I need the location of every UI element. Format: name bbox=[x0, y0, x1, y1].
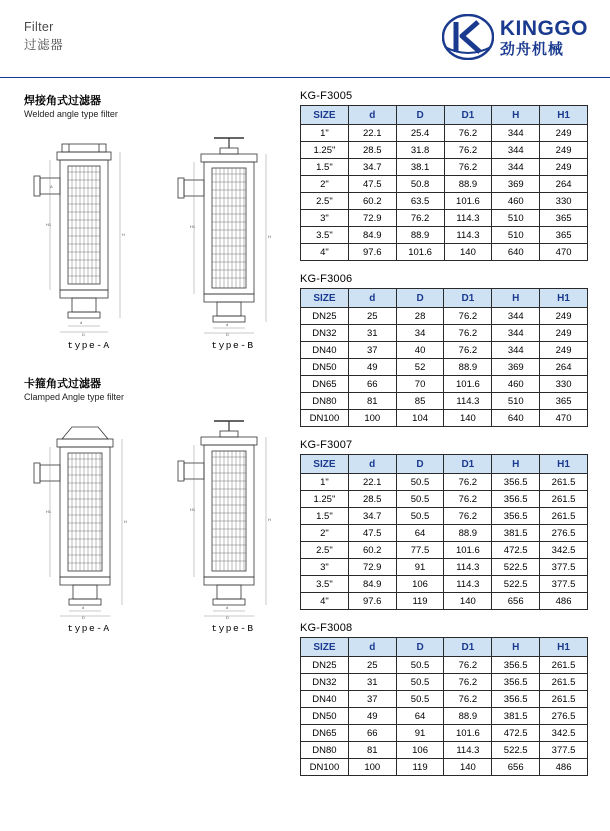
spec-table-kg-f3005 bbox=[300, 105, 588, 261]
column-header-size: SIZE bbox=[301, 289, 349, 308]
table-row bbox=[301, 708, 588, 725]
cell-D1: 76.2 bbox=[444, 691, 492, 708]
cell-size: DN32 bbox=[301, 325, 349, 342]
cell-d: 28.5 bbox=[348, 491, 396, 508]
welded-angle-filter-type-a-drawing bbox=[24, 126, 154, 351]
column-header-D: D bbox=[396, 455, 444, 474]
cell-D: 31.8 bbox=[396, 142, 444, 159]
cell-D: 50.5 bbox=[396, 691, 444, 708]
svg-text:H1: H1 bbox=[190, 507, 196, 512]
table-row bbox=[301, 410, 588, 427]
cell-H1: 261.5 bbox=[540, 491, 588, 508]
cell-d: 25 bbox=[348, 308, 396, 325]
table-row bbox=[301, 542, 588, 559]
cell-d: 97.6 bbox=[348, 593, 396, 610]
cell-H1: 249 bbox=[540, 125, 588, 142]
cell-H1: 365 bbox=[540, 227, 588, 244]
table-row bbox=[301, 376, 588, 393]
cell-D1: 88.9 bbox=[444, 708, 492, 725]
clamped-angle-filter-type-a-drawing bbox=[24, 409, 154, 634]
cell-H: 344 bbox=[492, 142, 540, 159]
cell-size: DN65 bbox=[301, 376, 349, 393]
table-row bbox=[301, 593, 588, 610]
cell-D: 40 bbox=[396, 342, 444, 359]
welded-angle-filter-type-b-drawing bbox=[168, 126, 298, 351]
cell-D1: 114.3 bbox=[444, 227, 492, 244]
cell-H: 369 bbox=[492, 359, 540, 376]
cell-d: 81 bbox=[348, 742, 396, 759]
table-header-row bbox=[301, 106, 588, 125]
table-row bbox=[301, 759, 588, 776]
cell-size: DN100 bbox=[301, 759, 349, 776]
cell-D1: 114.3 bbox=[444, 210, 492, 227]
cell-H: 344 bbox=[492, 125, 540, 142]
cell-D: 76.2 bbox=[396, 210, 444, 227]
cell-H1: 261.5 bbox=[540, 474, 588, 491]
cell-size: DN40 bbox=[301, 342, 349, 359]
cell-D1: 76.2 bbox=[444, 325, 492, 342]
cell-size: 3" bbox=[301, 559, 349, 576]
cell-D: 38.1 bbox=[396, 159, 444, 176]
table-row bbox=[301, 176, 588, 193]
svg-text:H: H bbox=[124, 519, 127, 524]
column-header-H1: H1 bbox=[540, 455, 588, 474]
cell-H1: 330 bbox=[540, 193, 588, 210]
cell-D1: 101.6 bbox=[444, 725, 492, 742]
cell-d: 22.1 bbox=[348, 474, 396, 491]
cell-H1: 342.5 bbox=[540, 542, 588, 559]
cell-H: 522.5 bbox=[492, 559, 540, 576]
spec-table-kg-f3007 bbox=[300, 454, 588, 610]
svg-text:D: D bbox=[226, 615, 229, 619]
table-label: KG-F3005 bbox=[300, 90, 353, 102]
column-header-H1: H1 bbox=[540, 289, 588, 308]
table-row bbox=[301, 159, 588, 176]
cell-size: 1.25" bbox=[301, 491, 349, 508]
table-label: KG-F3006 bbox=[300, 273, 353, 285]
cell-D: 85 bbox=[396, 393, 444, 410]
logo-text-en: KINGGO bbox=[499, 16, 588, 40]
table-block-kg-f3007 bbox=[300, 439, 598, 610]
cell-D1: 88.9 bbox=[444, 359, 492, 376]
clamped-angle-filter-type-b-drawing bbox=[168, 409, 298, 634]
cell-size: 1.25" bbox=[301, 142, 349, 159]
cell-D: 34 bbox=[396, 325, 444, 342]
cell-H1: 276.5 bbox=[540, 525, 588, 542]
cell-size: DN80 bbox=[301, 393, 349, 410]
section-title-clamped-cn: 卡箍角式过滤器 bbox=[24, 378, 101, 390]
cell-d: 60.2 bbox=[348, 193, 396, 210]
cell-H: 369 bbox=[492, 176, 540, 193]
cell-H1: 365 bbox=[540, 210, 588, 227]
clamped-drawings bbox=[24, 409, 300, 634]
cell-D: 77.5 bbox=[396, 542, 444, 559]
cell-H: 356.5 bbox=[492, 474, 540, 491]
cell-H1: 365 bbox=[540, 393, 588, 410]
svg-text:H: H bbox=[122, 232, 125, 237]
cell-H: 356.5 bbox=[492, 508, 540, 525]
page-title-cn: 过滤器 bbox=[24, 38, 64, 52]
cell-D1: 114.3 bbox=[444, 742, 492, 759]
cell-H1: 261.5 bbox=[540, 691, 588, 708]
cell-D: 50.8 bbox=[396, 176, 444, 193]
table-row bbox=[301, 508, 588, 525]
table-row bbox=[301, 725, 588, 742]
cell-size: 1" bbox=[301, 125, 349, 142]
cell-H: 510 bbox=[492, 210, 540, 227]
cell-H: 356.5 bbox=[492, 657, 540, 674]
cell-D: 50.5 bbox=[396, 674, 444, 691]
cell-size: DN25 bbox=[301, 308, 349, 325]
cell-D1: 76.2 bbox=[444, 657, 492, 674]
cell-H1: 377.5 bbox=[540, 559, 588, 576]
cell-H1: 264 bbox=[540, 359, 588, 376]
table-row bbox=[301, 691, 588, 708]
cell-D1: 140 bbox=[444, 410, 492, 427]
column-header-d: d bbox=[348, 289, 396, 308]
svg-text:H1: H1 bbox=[190, 224, 196, 229]
cell-size: DN65 bbox=[301, 725, 349, 742]
cell-d: 66 bbox=[348, 725, 396, 742]
cell-d: 34.7 bbox=[348, 508, 396, 525]
spec-table-kg-f3008 bbox=[300, 637, 588, 776]
column-header-H: H bbox=[492, 106, 540, 125]
table-block-kg-f3005 bbox=[300, 90, 598, 261]
cell-D: 25.4 bbox=[396, 125, 444, 142]
column-header-D1: D1 bbox=[444, 455, 492, 474]
cell-H1: 249 bbox=[540, 342, 588, 359]
cell-H1: 261.5 bbox=[540, 508, 588, 525]
cell-H: 510 bbox=[492, 393, 540, 410]
svg-text:H: H bbox=[268, 234, 271, 239]
table-row bbox=[301, 308, 588, 325]
cell-d: 28.5 bbox=[348, 142, 396, 159]
cell-H1: 470 bbox=[540, 410, 588, 427]
cell-D1: 76.2 bbox=[444, 159, 492, 176]
column-header-H1: H1 bbox=[540, 106, 588, 125]
cell-H1: 249 bbox=[540, 325, 588, 342]
svg-text:D: D bbox=[82, 615, 85, 619]
cell-D1: 88.9 bbox=[444, 176, 492, 193]
cell-d: 37 bbox=[348, 342, 396, 359]
table-row bbox=[301, 142, 588, 159]
cell-size: DN25 bbox=[301, 657, 349, 674]
svg-text:H1: H1 bbox=[46, 222, 52, 227]
table-header-row bbox=[301, 455, 588, 474]
cell-d: 84.9 bbox=[348, 227, 396, 244]
table-row bbox=[301, 227, 588, 244]
svg-text:d: d bbox=[80, 320, 83, 325]
svg-text:d: d bbox=[82, 605, 85, 610]
table-row bbox=[301, 657, 588, 674]
cell-H: 472.5 bbox=[492, 542, 540, 559]
cell-size: DN80 bbox=[301, 742, 349, 759]
cell-D: 106 bbox=[396, 576, 444, 593]
page-title-en: Filter bbox=[24, 20, 54, 34]
cell-H1: 330 bbox=[540, 376, 588, 393]
cell-D1: 140 bbox=[444, 593, 492, 610]
cell-size: DN100 bbox=[301, 410, 349, 427]
cell-d: 81 bbox=[348, 393, 396, 410]
column-header-size: SIZE bbox=[301, 455, 349, 474]
cell-D1: 140 bbox=[444, 759, 492, 776]
drawings-column bbox=[0, 90, 300, 788]
cell-D: 64 bbox=[396, 708, 444, 725]
drawing-caption: type-A bbox=[67, 340, 111, 351]
cell-D1: 76.2 bbox=[444, 125, 492, 142]
cell-H1: 264 bbox=[540, 176, 588, 193]
cell-H1: 261.5 bbox=[540, 657, 588, 674]
cell-d: 49 bbox=[348, 359, 396, 376]
cell-size: 2" bbox=[301, 176, 349, 193]
svg-text:A: A bbox=[50, 184, 53, 189]
cell-D: 91 bbox=[396, 725, 444, 742]
cell-D1: 114.3 bbox=[444, 393, 492, 410]
cell-size: DN40 bbox=[301, 691, 349, 708]
column-header-D: D bbox=[396, 638, 444, 657]
cell-H1: 377.5 bbox=[540, 576, 588, 593]
page-content bbox=[0, 78, 610, 788]
drawing-caption: type-A bbox=[67, 623, 111, 634]
cell-H1: 276.5 bbox=[540, 708, 588, 725]
cell-H: 356.5 bbox=[492, 491, 540, 508]
column-header-H: H bbox=[492, 638, 540, 657]
cell-d: 72.9 bbox=[348, 210, 396, 227]
table-label: KG-F3007 bbox=[300, 439, 353, 451]
cell-H: 656 bbox=[492, 593, 540, 610]
cell-size: 3.5" bbox=[301, 576, 349, 593]
cell-size: 4" bbox=[301, 244, 349, 261]
column-header-D1: D1 bbox=[444, 289, 492, 308]
cell-H1: 377.5 bbox=[540, 742, 588, 759]
section-title-welded-en: Welded angle type filter bbox=[24, 109, 118, 119]
cell-size: 1" bbox=[301, 474, 349, 491]
cell-D: 88.9 bbox=[396, 227, 444, 244]
cell-d: 47.5 bbox=[348, 176, 396, 193]
cell-D1: 88.9 bbox=[444, 525, 492, 542]
table-row bbox=[301, 525, 588, 542]
table-header-row bbox=[301, 638, 588, 657]
cell-size: 2" bbox=[301, 525, 349, 542]
spec-table-kg-f3006 bbox=[300, 288, 588, 427]
column-header-d: d bbox=[348, 106, 396, 125]
logo-text bbox=[500, 18, 588, 57]
page-header bbox=[0, 0, 610, 78]
cell-d: 37 bbox=[348, 691, 396, 708]
cell-D: 101.6 bbox=[396, 244, 444, 261]
cell-size: DN50 bbox=[301, 359, 349, 376]
cell-H1: 342.5 bbox=[540, 725, 588, 742]
cell-D1: 76.2 bbox=[444, 674, 492, 691]
cell-d: 100 bbox=[348, 759, 396, 776]
table-row bbox=[301, 576, 588, 593]
cell-size: 4" bbox=[301, 593, 349, 610]
cell-d: 25 bbox=[348, 657, 396, 674]
cell-H: 472.5 bbox=[492, 725, 540, 742]
cell-H: 344 bbox=[492, 308, 540, 325]
column-header-H: H bbox=[492, 455, 540, 474]
svg-text:H1: H1 bbox=[46, 509, 52, 514]
logo-text-cn: 劲舟机械 bbox=[499, 40, 564, 58]
cell-size: 1.5" bbox=[301, 508, 349, 525]
cell-D: 119 bbox=[396, 593, 444, 610]
cell-D1: 114.3 bbox=[444, 559, 492, 576]
cell-size: 1.5" bbox=[301, 159, 349, 176]
table-row bbox=[301, 474, 588, 491]
cell-H: 344 bbox=[492, 325, 540, 342]
column-header-D1: D1 bbox=[444, 638, 492, 657]
cell-H1: 486 bbox=[540, 593, 588, 610]
cell-D: 119 bbox=[396, 759, 444, 776]
table-row bbox=[301, 342, 588, 359]
cell-d: 22.1 bbox=[348, 125, 396, 142]
svg-text:D: D bbox=[82, 332, 85, 336]
cell-D1: 101.6 bbox=[444, 193, 492, 210]
svg-text:d: d bbox=[226, 605, 229, 610]
table-row bbox=[301, 674, 588, 691]
cell-D: 63.5 bbox=[396, 193, 444, 210]
cell-D1: 76.2 bbox=[444, 508, 492, 525]
cell-D: 50.5 bbox=[396, 474, 444, 491]
cell-D: 50.5 bbox=[396, 491, 444, 508]
cell-H: 656 bbox=[492, 759, 540, 776]
table-row bbox=[301, 491, 588, 508]
section-title-clamped-en: Clamped Angle type filter bbox=[24, 392, 125, 402]
cell-size: DN32 bbox=[301, 674, 349, 691]
column-header-d: d bbox=[348, 638, 396, 657]
cell-D: 50.5 bbox=[396, 508, 444, 525]
cell-d: 49 bbox=[348, 708, 396, 725]
table-row bbox=[301, 393, 588, 410]
cell-D1: 76.2 bbox=[444, 491, 492, 508]
table-row bbox=[301, 244, 588, 261]
cell-d: 100 bbox=[348, 410, 396, 427]
cell-D1: 76.2 bbox=[444, 342, 492, 359]
column-header-D: D bbox=[396, 106, 444, 125]
company-logo bbox=[442, 14, 588, 60]
cell-H: 460 bbox=[492, 193, 540, 210]
table-row bbox=[301, 193, 588, 210]
cell-D1: 76.2 bbox=[444, 142, 492, 159]
cell-d: 31 bbox=[348, 325, 396, 342]
cell-d: 72.9 bbox=[348, 559, 396, 576]
cell-d: 47.5 bbox=[348, 525, 396, 542]
cell-H1: 249 bbox=[540, 159, 588, 176]
drawing-caption: type-B bbox=[211, 623, 255, 634]
cell-size: 2.5" bbox=[301, 193, 349, 210]
cell-H1: 486 bbox=[540, 759, 588, 776]
welded-drawings bbox=[24, 126, 300, 351]
cell-H: 381.5 bbox=[492, 525, 540, 542]
column-header-d: d bbox=[348, 455, 396, 474]
svg-text:D: D bbox=[226, 332, 229, 336]
cell-D: 28 bbox=[396, 308, 444, 325]
cell-H: 356.5 bbox=[492, 691, 540, 708]
column-header-size: SIZE bbox=[301, 638, 349, 657]
cell-D1: 101.6 bbox=[444, 542, 492, 559]
cell-D: 104 bbox=[396, 410, 444, 427]
cell-d: 66 bbox=[348, 376, 396, 393]
drawing-caption: type-B bbox=[211, 340, 255, 351]
table-row bbox=[301, 742, 588, 759]
cell-D1: 114.3 bbox=[444, 576, 492, 593]
table-row bbox=[301, 325, 588, 342]
section-title-welded-cn: 焊接角式过滤器 bbox=[24, 95, 101, 107]
cell-H: 640 bbox=[492, 410, 540, 427]
table-row bbox=[301, 559, 588, 576]
svg-text:d: d bbox=[226, 322, 229, 327]
cell-size: 2.5" bbox=[301, 542, 349, 559]
cell-D: 106 bbox=[396, 742, 444, 759]
cell-H: 381.5 bbox=[492, 708, 540, 725]
cell-D1: 101.6 bbox=[444, 376, 492, 393]
column-header-size: SIZE bbox=[301, 106, 349, 125]
column-header-D1: D1 bbox=[444, 106, 492, 125]
cell-H1: 261.5 bbox=[540, 674, 588, 691]
cell-H: 522.5 bbox=[492, 576, 540, 593]
table-block-kg-f3006 bbox=[300, 273, 598, 427]
cell-H: 344 bbox=[492, 342, 540, 359]
cell-size: DN50 bbox=[301, 708, 349, 725]
cell-D: 70 bbox=[396, 376, 444, 393]
cell-H: 522.5 bbox=[492, 742, 540, 759]
cell-D1: 140 bbox=[444, 244, 492, 261]
cell-size: 3" bbox=[301, 210, 349, 227]
cell-H: 640 bbox=[492, 244, 540, 261]
cell-D: 52 bbox=[396, 359, 444, 376]
cell-d: 31 bbox=[348, 674, 396, 691]
cell-H1: 470 bbox=[540, 244, 588, 261]
column-header-H: H bbox=[492, 289, 540, 308]
kinggo-k-logo-icon bbox=[442, 14, 494, 60]
cell-size: 3.5" bbox=[301, 227, 349, 244]
cell-H: 356.5 bbox=[492, 674, 540, 691]
cell-d: 34.7 bbox=[348, 159, 396, 176]
table-header-row bbox=[301, 289, 588, 308]
column-header-D: D bbox=[396, 289, 444, 308]
svg-text:H: H bbox=[268, 517, 271, 522]
column-header-H1: H1 bbox=[540, 638, 588, 657]
cell-D1: 76.2 bbox=[444, 308, 492, 325]
cell-D: 64 bbox=[396, 525, 444, 542]
table-row bbox=[301, 359, 588, 376]
cell-H: 460 bbox=[492, 376, 540, 393]
cell-H1: 249 bbox=[540, 308, 588, 325]
section-title-clamped bbox=[24, 377, 300, 403]
cell-H: 510 bbox=[492, 227, 540, 244]
table-label: KG-F3008 bbox=[300, 622, 353, 634]
section-title-welded bbox=[24, 94, 300, 120]
table-row bbox=[301, 125, 588, 142]
cell-D: 91 bbox=[396, 559, 444, 576]
cell-H1: 249 bbox=[540, 142, 588, 159]
cell-H: 344 bbox=[492, 159, 540, 176]
table-row bbox=[301, 210, 588, 227]
cell-d: 84.9 bbox=[348, 576, 396, 593]
cell-D: 50.5 bbox=[396, 657, 444, 674]
cell-d: 97.6 bbox=[348, 244, 396, 261]
cell-d: 60.2 bbox=[348, 542, 396, 559]
cell-D1: 76.2 bbox=[444, 474, 492, 491]
tables-column bbox=[300, 90, 610, 788]
table-block-kg-f3008 bbox=[300, 622, 598, 776]
